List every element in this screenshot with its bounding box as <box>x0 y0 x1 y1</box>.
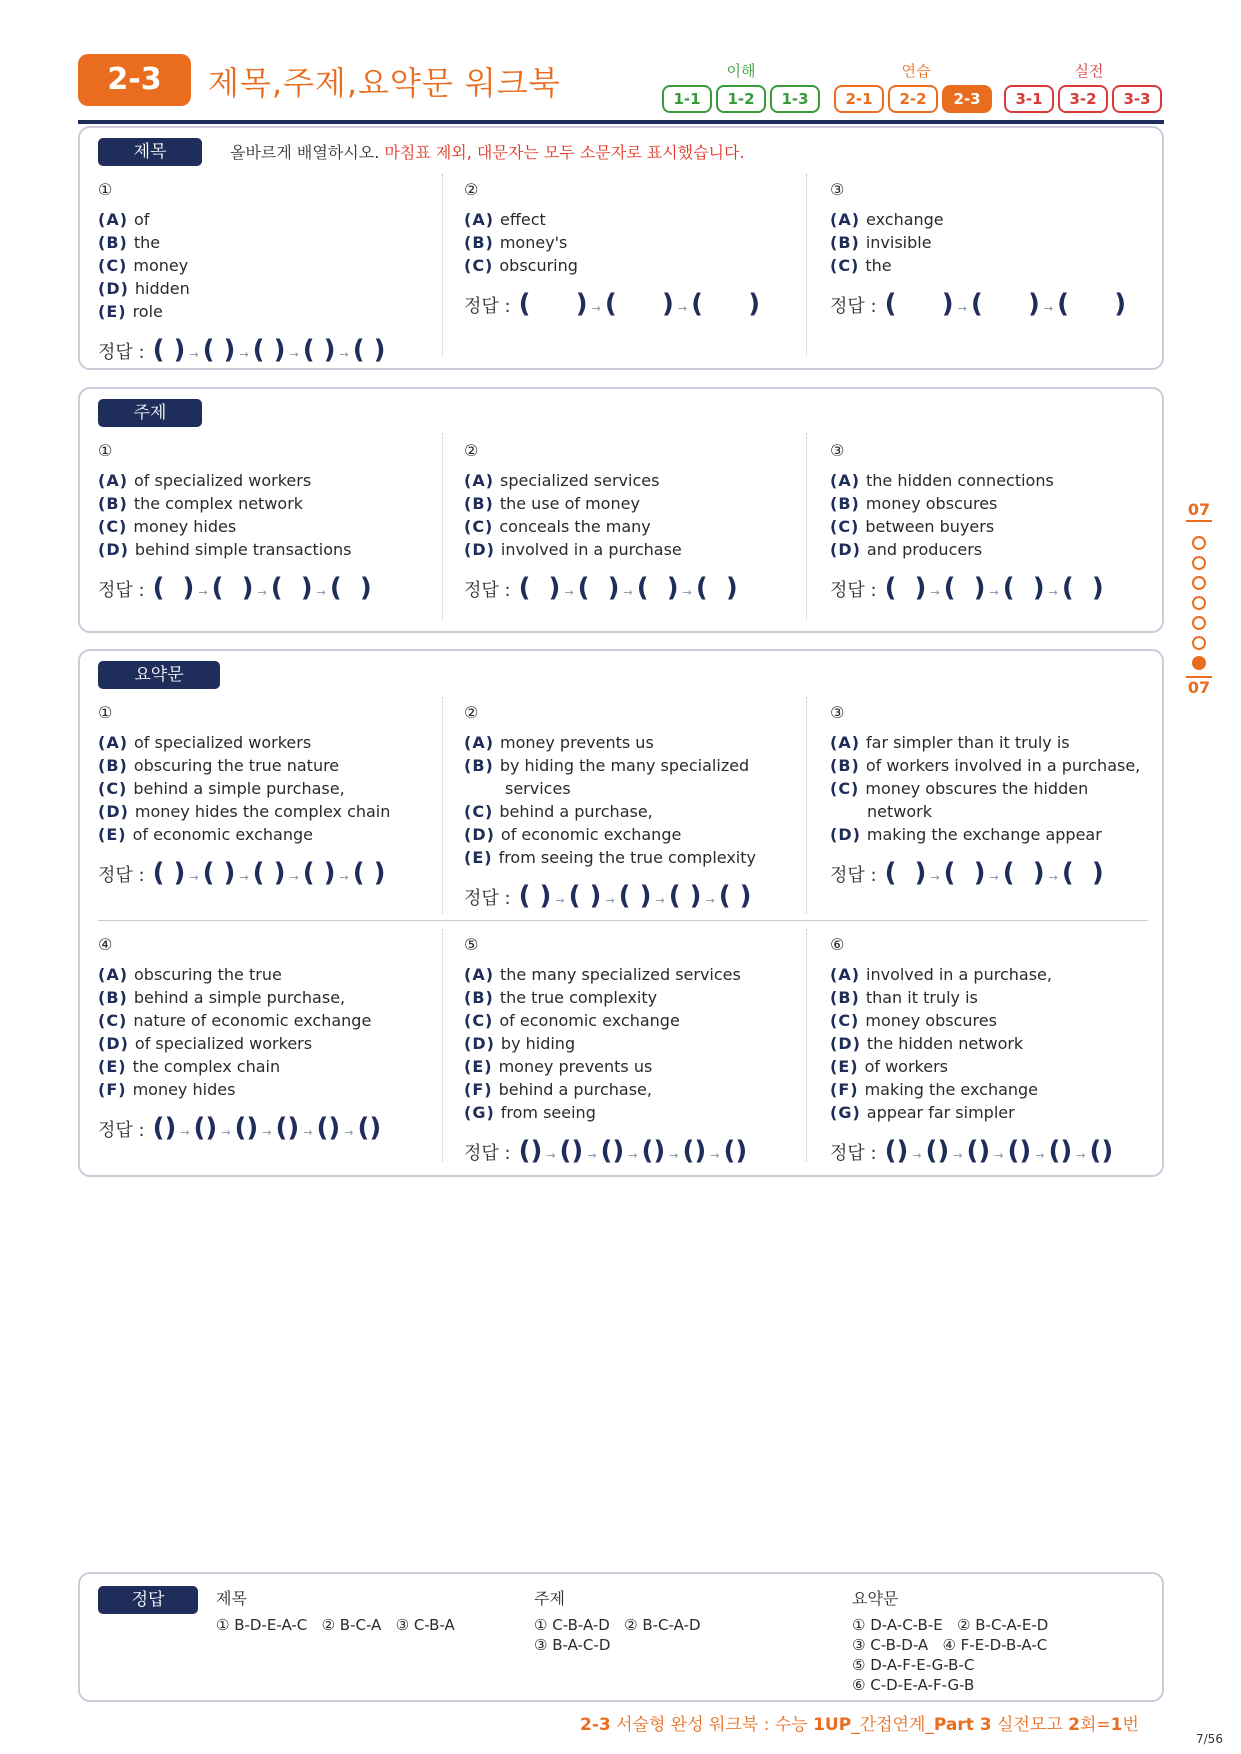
problem-number: ③ <box>830 441 845 460</box>
problem-topic-1 <box>98 441 372 603</box>
phrase-option: (A) involved in a purchase, <box>830 965 1052 984</box>
word-option: (B) invisible <box>830 233 932 252</box>
phrase-option: (B) money obscures <box>830 494 998 513</box>
phrase-option: (E) from seeing the true complexity <box>464 848 756 867</box>
problem-number: ⑤ <box>464 935 479 954</box>
phrase-option-continued: services <box>505 779 571 798</box>
answer-blanks[interactable]: 정답 : ( ) → ( ) → ( ) → ( ) → ( ) <box>98 858 386 888</box>
word-option: (B) money's <box>464 233 568 252</box>
phrase-option: (A) far simpler than it truly is <box>830 733 1070 752</box>
phrase-option: (D) of specialized workers <box>98 1034 313 1053</box>
phrase-option: (C) of economic exchange <box>464 1011 680 1030</box>
step-group-practice <box>834 85 992 113</box>
phrase-option: (D) involved in a purchase <box>464 540 682 559</box>
step-2-1[interactable]: 2-1 <box>834 85 884 113</box>
problem-title-3 <box>830 180 1126 319</box>
problem-summary-3 <box>830 703 1140 888</box>
divider <box>442 433 443 619</box>
answer-blanks[interactable]: 정답 : ( ) → ( ) → ( ) → ( ) <box>98 573 372 603</box>
phrase-option: (C) money hides <box>98 517 237 536</box>
problem-number: ④ <box>98 935 113 954</box>
phrase-option: (C) money obscures <box>830 1011 997 1030</box>
step-1-1[interactable]: 1-1 <box>662 85 712 113</box>
answer-blanks[interactable]: 정답 : () → () → () → () → () → () <box>830 1136 1114 1166</box>
phrase-option: (A) the hidden connections <box>830 471 1054 490</box>
phrase-option: (D) of economic exchange <box>464 825 682 844</box>
header-rule <box>78 120 1164 124</box>
problem-summary-1 <box>98 703 390 888</box>
phrase-option: (D) by hiding <box>464 1034 576 1053</box>
phrase-option: (A) obscuring the true <box>98 965 282 984</box>
step-group-real <box>1004 85 1162 113</box>
problem-number: ② <box>464 703 479 722</box>
problem-number: ③ <box>830 180 845 199</box>
word-option: (E) role <box>98 302 163 321</box>
phrase-option: (D) behind simple transactions <box>98 540 352 559</box>
divider <box>442 929 443 1161</box>
answer-blanks[interactable]: 정답 : () → () → () → () → () → () <box>98 1113 382 1143</box>
page-dot-3[interactable] <box>1192 576 1206 590</box>
phrase-option: (C) conceals the many <box>464 517 651 536</box>
problem-topic-3 <box>830 441 1104 603</box>
phrase-option: (D) the hidden network <box>830 1034 1024 1053</box>
answer-blanks[interactable]: 정답 : ( ) → ( ) → ( ) → ( ) <box>464 573 738 603</box>
divider <box>806 174 807 356</box>
phrase-option: (A) specialized services <box>464 471 660 490</box>
side-page-number-bottom: 07 <box>1187 678 1211 697</box>
phrase-option: (C) behind a purchase, <box>464 802 653 821</box>
step-2-2[interactable]: 2-2 <box>888 85 938 113</box>
phrase-option: (A) the many specialized services <box>464 965 741 984</box>
problem-title-2 <box>464 180 760 319</box>
phrase-option: (D) and producers <box>830 540 983 559</box>
answer-key-summary: 요약문 ① D-A-C-B-E ② B-C-A-E-D ③ C-B-D-A ④ F-E-D-B-A-C ⑤ D-A-F-E-G-B-C ⑥ C-D-E-A-F-G-B <box>852 1589 1049 1694</box>
side-page-number-top: 07 <box>1186 500 1212 522</box>
word-option: (A) effect <box>464 210 546 229</box>
problem-topic-2 <box>464 441 738 603</box>
phrase-option: (E) the complex chain <box>98 1057 281 1076</box>
phrase-option: (B) the complex network <box>98 494 304 513</box>
page-number: 7/56 <box>1196 1732 1223 1746</box>
word-option: (B) the <box>98 233 161 252</box>
page-title: 제목,주제,요약문 워크북 <box>208 64 561 102</box>
divider <box>806 697 807 913</box>
page-dot-2[interactable] <box>1192 556 1206 570</box>
answer-blanks[interactable]: 정답 : ( ) → ( ) → ( ) → ( ) <box>830 858 1104 888</box>
step-1-2[interactable]: 1-2 <box>716 85 766 113</box>
page-dot-1[interactable] <box>1192 536 1206 550</box>
phrase-option: (B) by hiding the many specialized <box>464 756 750 775</box>
phrase-option: (B) the use of money <box>464 494 640 513</box>
phrase-option: (D) money hides the complex chain <box>98 802 391 821</box>
problem-summary-6 <box>830 935 1113 1166</box>
page-dot-current[interactable] <box>1192 656 1206 670</box>
problem-number: ① <box>98 441 113 460</box>
summary-section <box>78 649 1164 1177</box>
topic-section <box>78 387 1164 633</box>
problem-number: ② <box>464 441 479 460</box>
divider <box>442 697 443 913</box>
answer-key-title: 제목 ① B-D-E-A-C ② B-C-A ③ C-B-A <box>216 1589 455 1634</box>
word-option: (C) the <box>830 256 892 275</box>
problem-number: ⑥ <box>830 935 845 954</box>
phrase-option-continued: network <box>867 802 932 821</box>
phrase-option: (B) obscuring the true nature <box>98 756 340 775</box>
section-badge: 요약문 <box>98 661 220 689</box>
phrase-option: (E) money prevents us <box>464 1057 653 1076</box>
phrase-option: (B) than it truly is <box>830 988 978 1007</box>
answer-blanks[interactable]: 정답 : ( ) → ( ) → ( ) → ( ) <box>830 573 1104 603</box>
phrase-option: (G) appear far simpler <box>830 1103 1015 1122</box>
phrase-option: (C) behind a simple purchase, <box>98 779 345 798</box>
phrase-option: (B) behind a simple purchase, <box>98 988 346 1007</box>
phrase-option: (A) of specialized workers <box>98 471 312 490</box>
problem-title-1 <box>98 180 386 365</box>
phrase-option: (B) the true complexity <box>464 988 658 1007</box>
phrase-option: (F) money hides <box>98 1080 236 1099</box>
phrase-option: (G) from seeing <box>464 1103 596 1122</box>
problem-summary-2 <box>464 703 756 911</box>
phrase-option: (A) of specialized workers <box>98 733 312 752</box>
word-option: (A) of <box>98 210 150 229</box>
answer-key <box>78 1572 1164 1702</box>
answer-blanks[interactable]: 정답 : ( ) → ( ) → ( ) → ( ) → ( ) <box>464 881 752 911</box>
group-label-practice: 연습 <box>901 62 931 80</box>
phrase-option: (B) of workers involved in a purchase, <box>830 756 1141 775</box>
problem-summary-5 <box>464 935 747 1166</box>
step-group-understanding <box>662 85 820 113</box>
word-option: (C) obscuring <box>464 256 578 275</box>
group-label-understanding: 이해 <box>726 62 756 80</box>
answer-blanks[interactable]: 정답 : ( ) → ( ) → ( ) <box>464 289 761 319</box>
section-code-badge: 2-3 <box>78 54 191 106</box>
phrase-option: (E) of workers <box>830 1057 948 1076</box>
phrase-option: (E) of economic exchange <box>98 825 313 844</box>
section-badge: 주제 <box>98 399 202 427</box>
phrase-option: (C) nature of economic exchange <box>98 1011 372 1030</box>
step-3-3[interactable]: 3-3 <box>1112 85 1162 113</box>
page-dot-6[interactable] <box>1192 636 1206 650</box>
instruction-note: 마침표 제외, 대문자는 모두 소문자로 표시했습니다. <box>384 143 745 162</box>
word-option: (C) money <box>98 256 189 275</box>
step-3-2[interactable]: 3-2 <box>1058 85 1108 113</box>
title-section <box>78 126 1164 370</box>
group-label-real: 실전 <box>1074 62 1104 80</box>
divider <box>806 929 807 1161</box>
side-page-nav <box>1186 500 1212 698</box>
page-dot-4[interactable] <box>1192 596 1206 610</box>
answer-blanks[interactable]: 정답 : () → () → () → () → () → () <box>464 1136 748 1166</box>
instruction-text: 올바르게 배열하시오. <box>230 143 380 162</box>
word-option: (D) hidden <box>98 279 190 298</box>
problem-number: ① <box>98 703 113 722</box>
phrase-option: (C) money obscures the hidden <box>830 779 1089 798</box>
phrase-option: (F) behind a purchase, <box>464 1080 652 1099</box>
row-divider <box>98 920 1148 921</box>
word-option: (A) exchange <box>830 210 944 229</box>
problem-number: ① <box>98 180 113 199</box>
divider <box>806 433 807 619</box>
phrase-option: (A) money prevents us <box>464 733 654 752</box>
divider <box>442 174 443 356</box>
step-1-3[interactable]: 1-3 <box>770 85 820 113</box>
answer-blanks[interactable]: 정답 : ( ) → ( ) → ( ) → ( ) → ( ) <box>98 335 386 365</box>
phrase-option: (C) between buyers <box>830 517 995 536</box>
page-dot-5[interactable] <box>1192 616 1206 630</box>
problem-summary-4 <box>98 935 381 1143</box>
step-2-3[interactable]: 2-3 <box>942 85 992 113</box>
footer-source: 2-3 서술형 완성 워크북 : 수능 1UP_간접연계_Part 3 실전모고 2회=1번 <box>580 1715 1139 1735</box>
section-badge: 제목 <box>98 138 202 166</box>
instruction <box>230 140 745 163</box>
problem-number: ② <box>464 180 479 199</box>
step-3-1[interactable]: 3-1 <box>1004 85 1054 113</box>
phrase-option: (F) making the exchange <box>830 1080 1039 1099</box>
phrase-option: (D) making the exchange appear <box>830 825 1102 844</box>
answer-key-badge: 정답 <box>98 1586 198 1614</box>
answer-key-topic: 주제 ① C-B-A-D ② B-C-A-D ③ B-A-C-D <box>534 1589 701 1654</box>
problem-number: ③ <box>830 703 845 722</box>
answer-blanks[interactable]: 정답 : ( ) → ( ) → ( ) <box>830 289 1127 319</box>
